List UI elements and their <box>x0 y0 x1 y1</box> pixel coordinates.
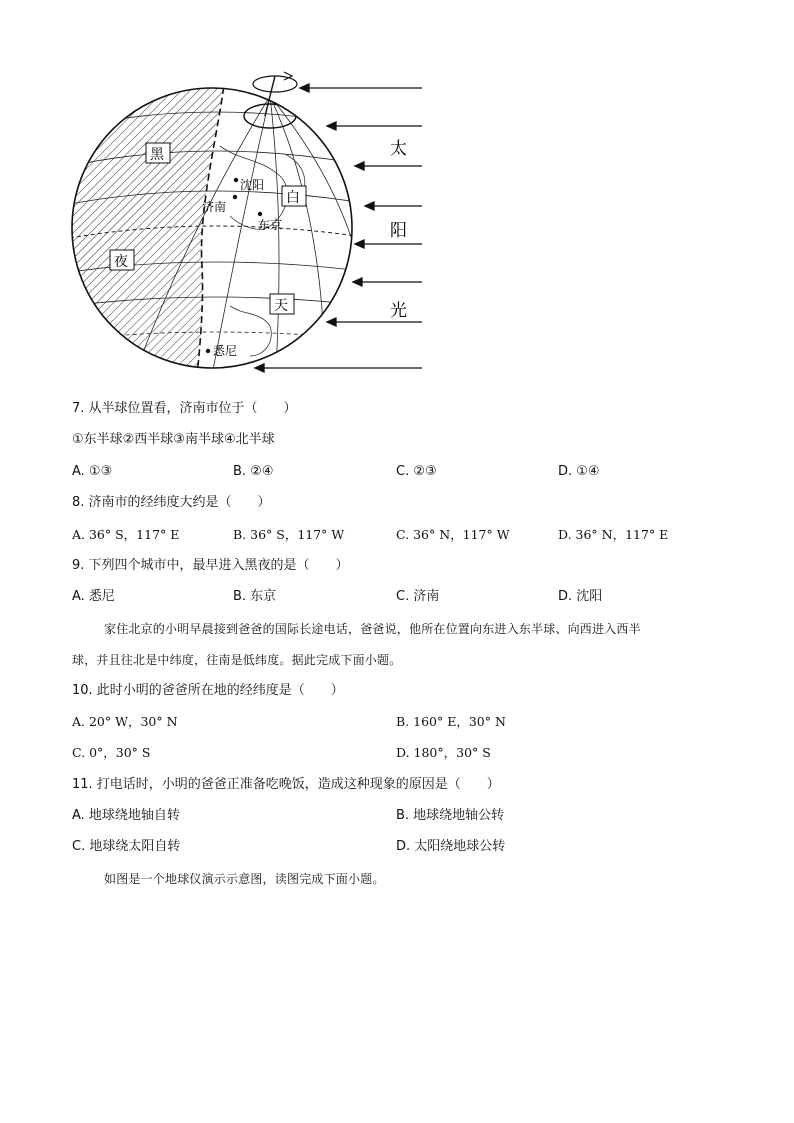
label-hei: 黑 <box>150 147 164 163</box>
question-7-sub: ①东半球②西半球③南半球④北半球 <box>72 432 275 447</box>
question-11-stem: 11. 打电话时，小明的爸爸正准备吃晚饭，造成这种现象的原因是（ ） <box>72 777 500 792</box>
label-ye: 夜 <box>114 254 128 270</box>
question-11-option-a[interactable]: A. 地球绕地轴自转 <box>72 808 180 823</box>
passage-1-line-2: 球，并且往北是中纬度，往南是低纬度。据此完成下面小题。 <box>72 653 402 667</box>
question-7-option-b[interactable]: B. ②④ <box>233 464 274 479</box>
city-shenyang: 沈阳 <box>240 178 265 192</box>
sun-char-2: 阳 <box>390 221 407 241</box>
sun-char-3: 光 <box>390 301 407 321</box>
question-7-option-d[interactable]: D. ①④ <box>558 464 600 479</box>
question-11-option-d[interactable]: D. 太阳绕地球公转 <box>396 839 506 854</box>
question-10-option-b[interactable]: B. 160° E，30° N <box>396 714 506 729</box>
question-9-option-c[interactable]: C. 济南 <box>396 589 440 604</box>
label-bai: 白 <box>286 190 300 206</box>
city-tokyo: 东京 <box>258 218 283 232</box>
question-9-option-d[interactable]: D. 沈阳 <box>558 589 603 604</box>
question-8-option-d[interactable]: D. 36° N，117° E <box>558 527 669 542</box>
question-7-option-a[interactable]: A. ①③ <box>72 464 113 479</box>
globe-figure <box>70 66 430 386</box>
question-11-option-b[interactable]: B. 地球绕地轴公转 <box>396 808 505 823</box>
question-8-option-b[interactable]: B. 36° S，117° W <box>233 527 345 542</box>
question-7-option-c[interactable]: C. ②③ <box>396 464 437 479</box>
question-10-stem: 10. 此时小明的爸爸所在地的经纬度是（ ） <box>72 683 344 698</box>
question-11-option-c[interactable]: C. 地球绕太阳自转 <box>72 839 181 854</box>
passage-2: 如图是一个地球仪演示示意图，读图完成下面小题。 <box>104 872 385 886</box>
question-9-option-b[interactable]: B. 东京 <box>233 589 277 604</box>
question-9-stem: 9. 下列四个城市中，最早进入黑夜的是（ ） <box>72 558 349 573</box>
passage-1-line-1: 家住北京的小明早晨接到爸爸的国际长途电话，爸爸说，他所在位置向东进入东半球、向西进入西半 <box>104 622 641 636</box>
question-10-option-c[interactable]: C. 0°，30° S <box>72 745 151 760</box>
question-10-option-d[interactable]: D. 180°，30° S <box>396 745 491 760</box>
globe-diagram <box>70 66 430 386</box>
city-sydney: 悉尼 <box>213 344 238 358</box>
label-tian: 天 <box>274 298 288 314</box>
city-jinan: 济南 <box>202 200 227 214</box>
question-8-option-a[interactable]: A. 36° S，117° E <box>72 527 180 542</box>
question-8-option-c[interactable]: C. 36° N，117° W <box>396 527 510 542</box>
question-7-stem: 7. 从半球位置看，济南市位于（ ） <box>72 401 297 416</box>
question-8-stem: 8. 济南市的经纬度大约是（ ） <box>72 495 271 510</box>
question-10-option-a[interactable]: A. 20° W，30° N <box>72 714 178 729</box>
night-region <box>70 66 225 386</box>
question-9-option-a[interactable]: A. 悉尼 <box>72 589 115 604</box>
sun-char-1: 太 <box>390 139 407 159</box>
